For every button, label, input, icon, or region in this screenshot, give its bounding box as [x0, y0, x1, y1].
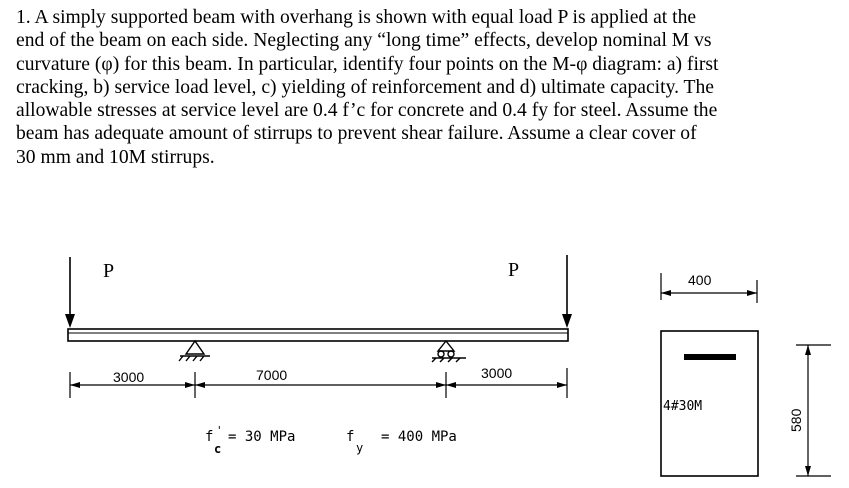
load-left-arrow	[65, 257, 75, 328]
fy-subscript: y	[356, 441, 364, 455]
problem-line-4: cracking, b) service load level, c) yielding of reinforcement and d) ultimate capacity. The	[16, 76, 714, 98]
fy-symbol: f	[346, 429, 355, 445]
fc-subscript: c	[214, 442, 222, 456]
load-left-label: P	[103, 260, 115, 282]
fy-value: = 400 MPa	[381, 429, 457, 445]
fc-prime: '	[216, 424, 223, 437]
section-height-label: 580	[788, 408, 804, 432]
fc-symbol: f	[205, 429, 214, 445]
problem-line-3: curvature (φ) for this beam. In particular, identify four points on the M-φ diagram: a) first	[16, 53, 719, 75]
rebar-label: 4#30M	[663, 399, 703, 414]
problem-line-7: 30 mm and 10M stirrups.	[16, 146, 215, 168]
roller-support	[432, 341, 466, 362]
problem-line-2: end of the beam on each side. Neglecting any “long time” effects, develop nominal M vs	[16, 30, 712, 52]
pin-support	[179, 341, 210, 361]
span-right-label: 3000	[481, 365, 513, 381]
section-width-label: 400	[688, 272, 712, 288]
beam-elevation	[68, 329, 568, 341]
rebar-marker	[684, 354, 736, 360]
span-mid-label: 7000	[256, 367, 288, 383]
problem-line-5: allowable stresses at service level are 0.4 f’c for concrete and 0.4 fy for steel. Assume the	[16, 100, 718, 122]
beam-body	[68, 329, 568, 341]
problem-line-6: beam has adequate amount of stirrups to prevent shear failure. Assume a clear cover of	[16, 123, 697, 145]
load-right-arrow	[562, 255, 572, 328]
problem-line-1: 1. A simply supported beam with overhang is shown with equal load P is applied at the	[16, 7, 697, 28]
span-left-label: 3000	[113, 369, 145, 385]
fc-value: = 30 MPa	[228, 429, 296, 445]
load-right-label: P	[508, 259, 520, 281]
